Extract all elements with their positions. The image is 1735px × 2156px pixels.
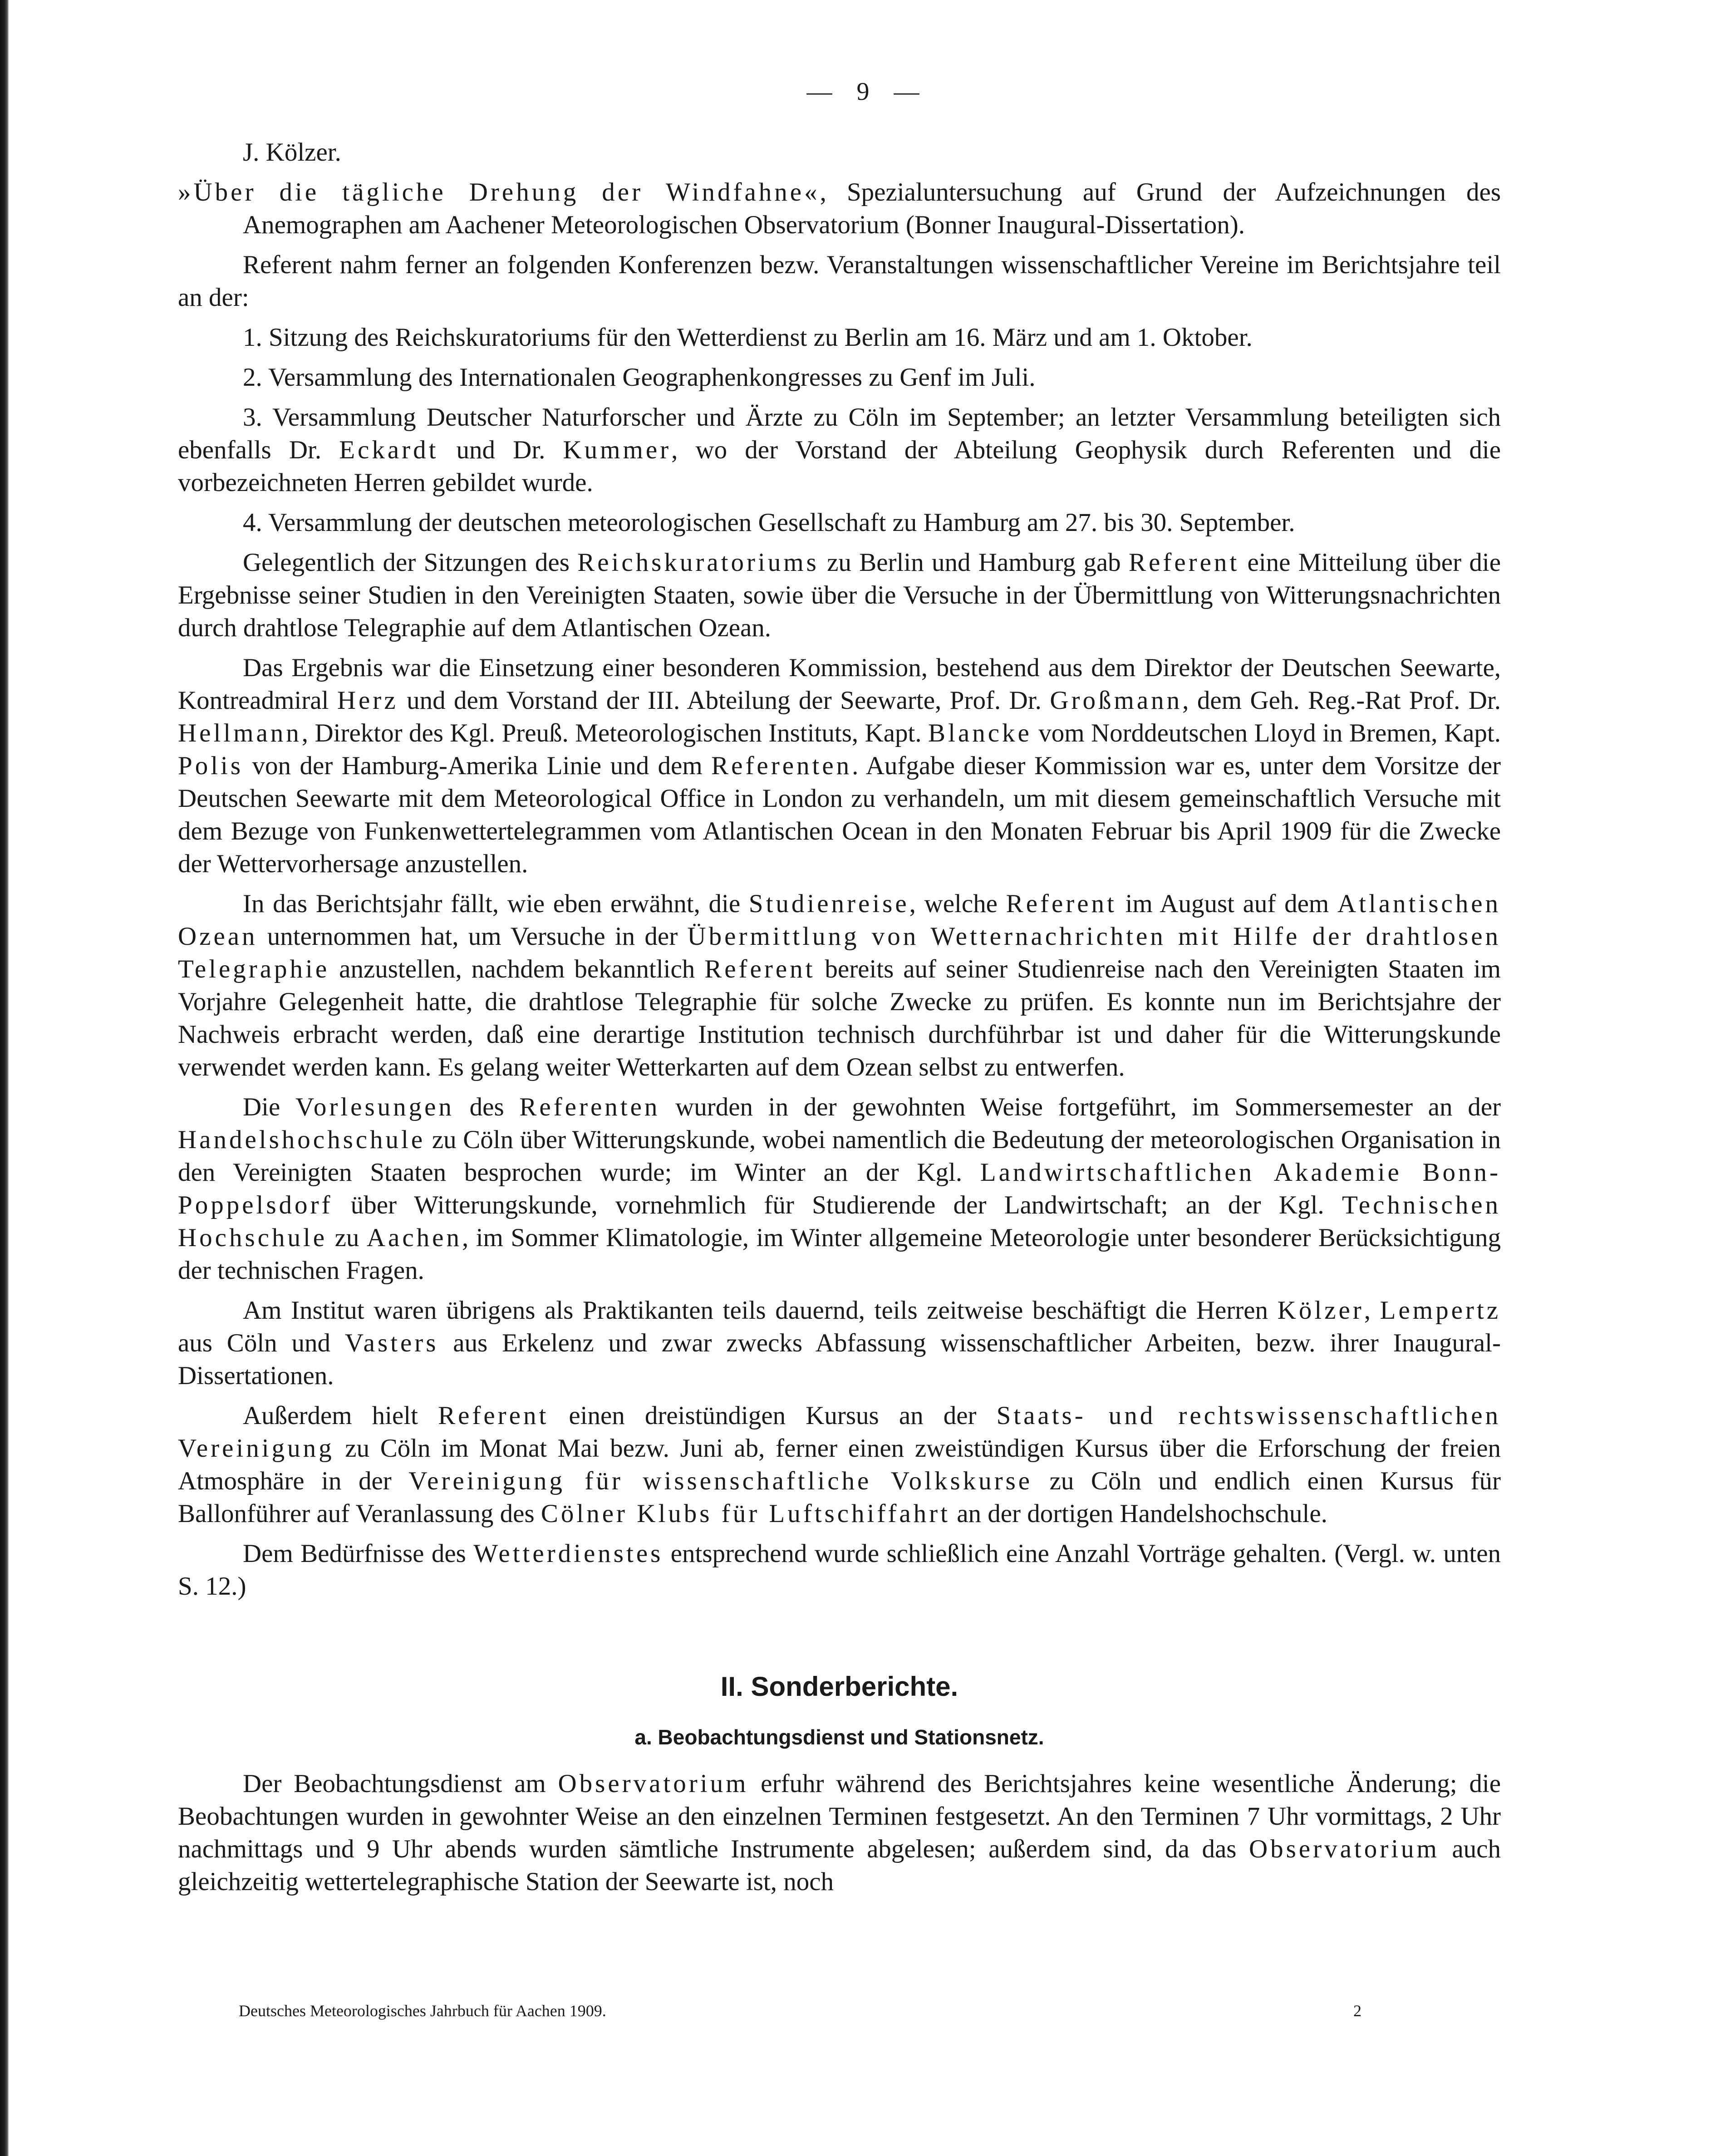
paragraph-ergebnis: Das Ergebnis war die Einsetzung einer besonderen Kommission, bestehend aus dem Direktor der Deutschen Seewarte, Kontreadmiral Herz und dem Vorstand der III. Abteilung der Seewarte, Prof. Dr. Großmann, dem Geh. Reg.-Rat Prof. Dr. Hellmann, Direktor des Kgl. Preuß. Meteorologischen Instituts, Kapt. Blancke vom Norddeutschen Lloyd in Bremen, Kapt. Polis von der Hamburg-Amerika Linie und dem Referenten. Aufgabe dieser Kommission war es, unter dem Vorsitze der Deutschen Seewarte mit dem Meteorological Office in London zu verhandeln, um mit diesem gemeinschaftlich Versuche mit dem Bezuge von Funkenwettertelegrammen vom Atlantischen Ocean in den Monaten Februar bis April 1909 für die Zwecke der Wettervorhersage anzustellen.	[178, 653, 1501, 878]
thesis-title: »Über die tägliche Drehung der Windfahne«	[178, 178, 820, 206]
author-line: J. Kölzer.	[243, 138, 341, 167]
paragraph-ausserdem: Außerdem hielt Referent einen dreistündigen Kursus an der Staats- und rechtswissenschaftlichen Vereinigung zu Cöln im Monat Mai bezw. Juni ab, ferner einen zweistündigen Kursus über die Erforschung der freien Atmosphäre in der Vereinigung für wissenschaftliche Volkskurse zu Cöln und endlich einen Kursus für Ballonführer auf Veranlassung des Cölner Klubs für Luftschiffahrt an der dortigen Handelshochschule.	[178, 1401, 1501, 1528]
paragraph-gelegentlich: Gelegentlich der Sitzungen des Reichskuratoriums zu Berlin und Hamburg gab Referent eine Mitteilung über die Ergebnisse seiner Studien in den Vereinigten Staaten, sowie über die Versuche in der Übermittlung von Witterungsnachrichten durch drahtlose Telegraphie auf dem Atlantischen Ozean.	[178, 548, 1501, 642]
list-item-2: 2. Versammlung des Internationalen Geographenkongresses zu Genf im Juli.	[243, 363, 1036, 392]
paragraph-vorlesungen: Die Vorlesungen des Referenten wurden in der gewohnten Weise fortgeführt, im Sommersemester an der Handelshochschule zu Cöln über Witterungskunde, wobei namentlich die Bedeutung der meteorologischen Organisation in den Vereinigten Staaten besprochen wurde; im Winter an der Kgl. Landwirtschaftlichen Akademie Bonn-Poppelsdorf über Witterungskunde, vornehmlich für Studierende der Landwirtschaft; an der Kgl. Technischen Hochschule zu Aachen, im Sommer Klimatologie, im Winter allgemeine Meteorologie unter besonderer Berücksichtigung der technischen Fragen.	[178, 1093, 1501, 1285]
paragraph-thesis-title: »Über die tägliche Drehung der Windfahne«, Spezialuntersuchung auf Grund der Aufzeichnungen des Anemographen am Aachener Meteorologischen Observatorium (Bonner Inaugural-Dissertation).	[178, 178, 1501, 239]
paragraph-beduerfnisse: Dem Bedürfnisse des Wetterdienstes entsprechend wurde schließlich eine Anzahl Vorträge gehalten. (Vergl. w. unten S. 12.)	[178, 1539, 1501, 1601]
footer-sheet-number: 2	[1353, 2002, 1361, 2020]
section-heading: II. Sonderberichte.	[720, 1671, 958, 1702]
footer-publication-title: Deutsches Meteorologisches Jahrbuch für Aachen 1909.	[239, 2002, 606, 2020]
page-body	[178, 136, 1501, 1906]
binding-edge	[0, 0, 9, 2156]
list-item-4: 4. Versammlung der deutschen meteorologischen Gesellschaft zu Hamburg am 27. bis 30. September.	[243, 508, 1295, 537]
list-item-3: 3. Versammlung Deutscher Naturforscher und Ärzte zu Cöln im September; an letzter Versammlung beteiligten sich ebenfalls Dr. Eckardt und Dr. Kummer, wo der Vorstand der Abteilung Geophysik durch Referenten und die vorbezeichneten Herren gebildet wurde.	[178, 403, 1501, 497]
subsection-heading: a. Beobachtungsdienst und Stationsnetz.	[634, 1725, 1044, 1749]
list-item-1: 1. Sitzung des Reichskuratoriums für den Wetterdienst zu Berlin am 16. März und am 1. Oktober.	[243, 323, 1253, 352]
paragraph-beobachtungsdienst: Der Beobachtungsdienst am Observatorium erfuhr während des Berichtsjahres keine wesentliche Änderung; die Beobachtungen wurden in gewohnter Weise an den einzelnen Terminen festgesetzt. An den Terminen 7 Uhr vormittags, 2 Uhr nachmittags und 9 Uhr abends wurden sämtliche Instrumente abgelesen; außerdem sind, da das Observatorium auch gleichzeitig wettertelegraphische Station der Seewarte ist, noch	[178, 1769, 1501, 1896]
paragraph-studienreise: In das Berichtsjahr fällt, wie eben erwähnt, die Studienreise, welche Referent im August auf dem Atlantischen Ozean unternommen hat, um Versuche in der Übermittlung von Wetternachrichten mit Hilfe der drahtlosen Telegraphie anzustellen, nachdem bekanntlich Referent bereits auf seiner Studienreise nach den Vereinigten Staaten im Vorjahre Gelegenheit hatte, die drahtlose Telegraphie für solche Zwecke zu prüfen. Es konnte nun im Berichtsjahre der Nachweis erbracht werden, daß eine derartige Institution technisch durchführbar ist und daher für die Witterungskunde verwendet werden kann. Es gelang weiter Wetterkarten auf dem Ozean selbst zu entwerfen.	[178, 889, 1501, 1081]
page-number: — 9 —	[806, 78, 929, 106]
paragraph-conferences-intro: Referent nahm ferner an folgenden Konferenzen bezw. Veranstaltungen wissenschaftlicher Vereine im Berichtsjahre teil an der:	[178, 250, 1501, 312]
paragraph-institut: Am Institut waren übrigens als Praktikanten teils dauernd, teils zeitweise beschäftigt die Herren Kölzer, Lempertz aus Cöln und Vasters aus Erkelenz und zwar zwecks Abfassung wissenschaftlicher Arbeiten, bezw. ihrer Inaugural-Dissertationen.	[178, 1296, 1501, 1390]
